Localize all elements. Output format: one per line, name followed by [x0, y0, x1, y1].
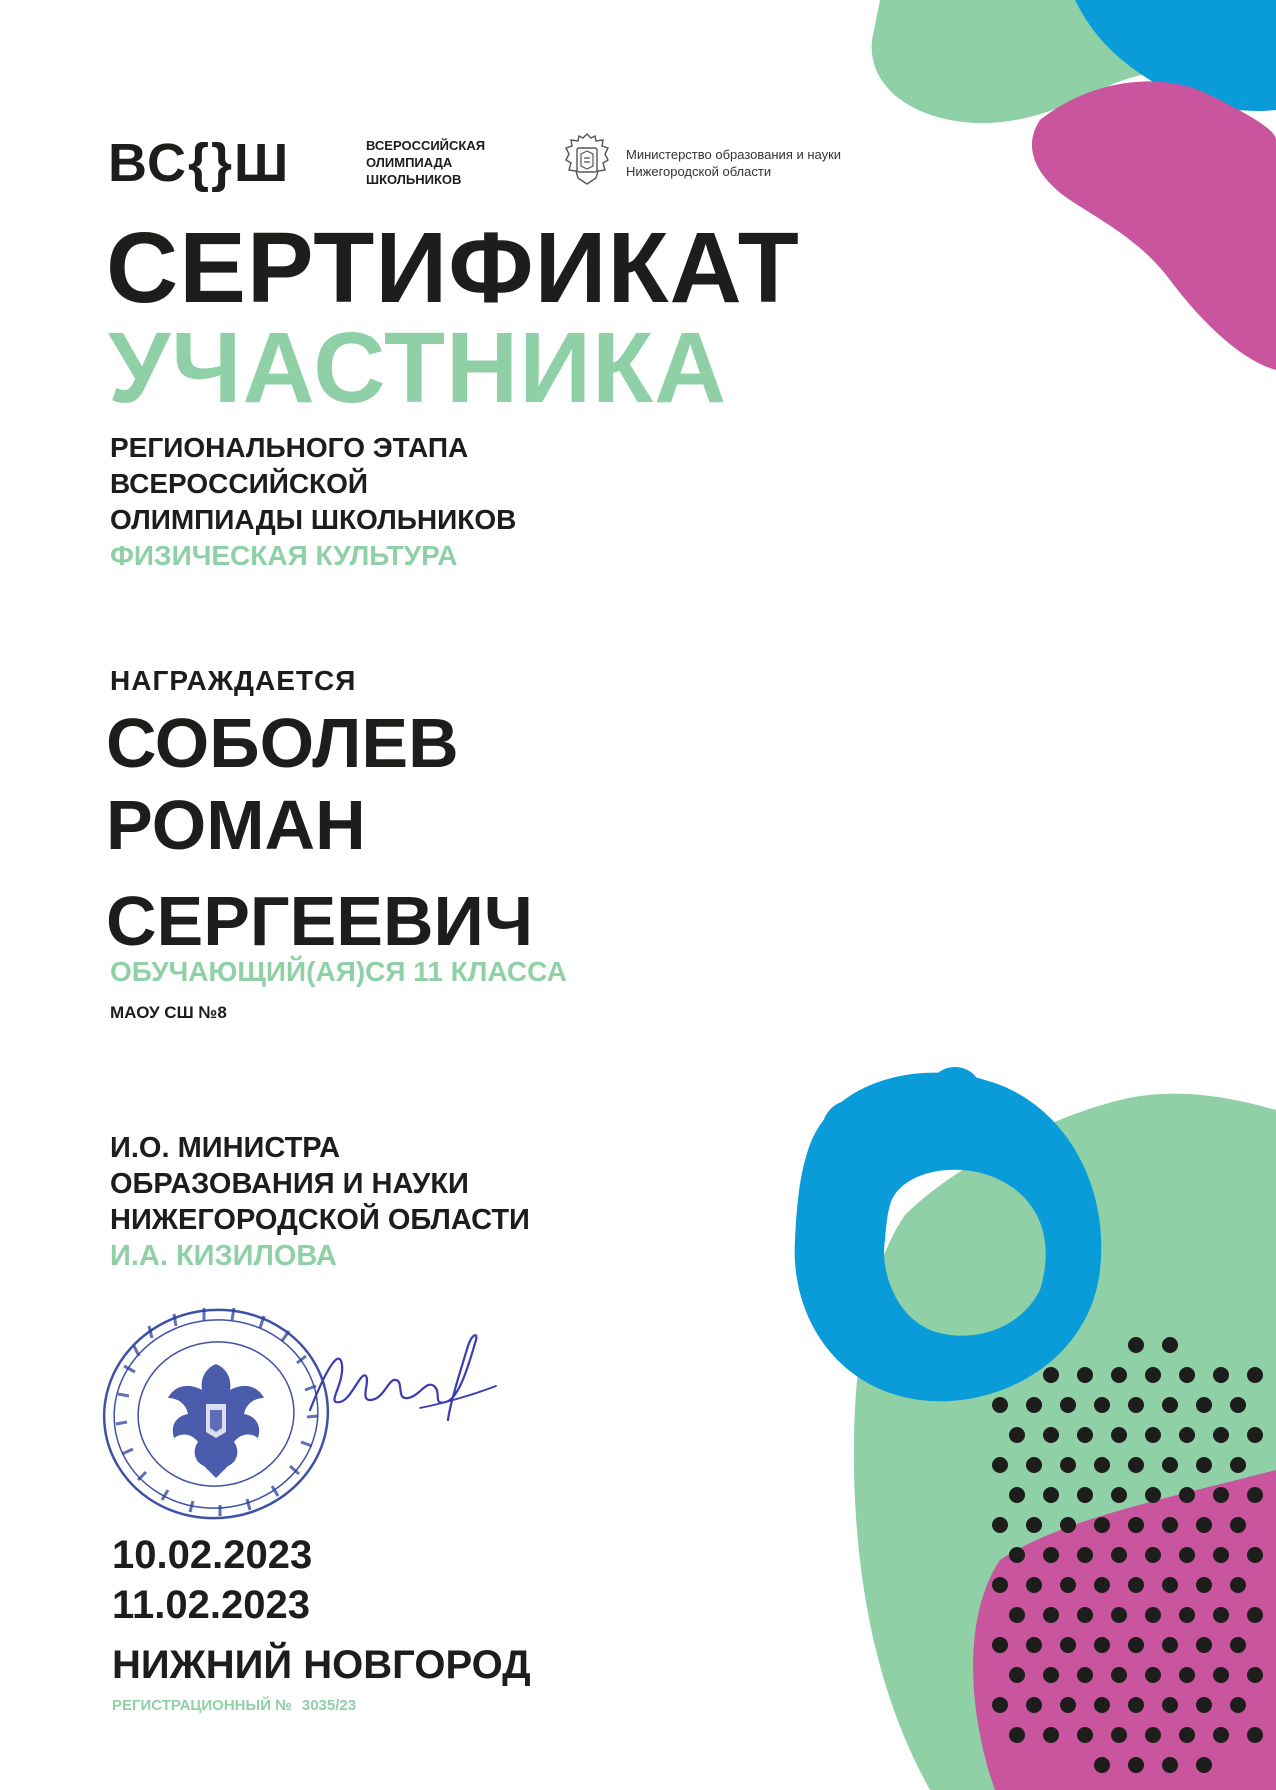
pattern-dot [1094, 1517, 1110, 1533]
pattern-dot [1077, 1487, 1093, 1503]
pattern-dot [1060, 1697, 1076, 1713]
event-date: 11.02.2023 [112, 1583, 310, 1627]
pattern-dot [1111, 1487, 1127, 1503]
pattern-dot [1111, 1427, 1127, 1443]
pattern-dot [1196, 1517, 1212, 1533]
pattern-dot [1094, 1397, 1110, 1413]
pattern-dot [992, 1457, 1008, 1473]
pattern-dot [1128, 1457, 1144, 1473]
awarded-label: НАГРАЖДАЕТСЯ [110, 665, 357, 696]
pattern-dot [1179, 1727, 1195, 1743]
pattern-dot [1009, 1547, 1025, 1563]
pattern-dot [1043, 1487, 1059, 1503]
stage-line: РЕГИОНАЛЬНОГО ЭТАПА [110, 432, 469, 463]
event-city: НИЖНИЙ НОВГОРОД [112, 1643, 531, 1687]
pattern-dot [1230, 1697, 1246, 1713]
recipient-grade: ОБУЧАЮЩИЙ(АЯ)СЯ 11 КЛАССА [110, 956, 567, 987]
pattern-dot [1247, 1547, 1263, 1563]
pattern-dot [1162, 1697, 1178, 1713]
pattern-dot [1213, 1487, 1229, 1503]
signatory-position-line: И.О. МИНИСТРА [110, 1132, 341, 1164]
pattern-dot [1145, 1367, 1161, 1383]
pattern-dot [1026, 1697, 1042, 1713]
recipient-surname: СОБОЛЕВ [106, 704, 459, 782]
pattern-dot [1094, 1577, 1110, 1593]
pattern-dot [1145, 1487, 1161, 1503]
pattern-dot [1230, 1517, 1246, 1533]
pattern-dot [992, 1397, 1008, 1413]
pattern-dot [1196, 1697, 1212, 1713]
pattern-dot [1213, 1667, 1229, 1683]
certificate-title: СЕРТИФИКАТ [106, 212, 800, 324]
blue-dot-right [928, 1067, 982, 1121]
pattern-dot [1179, 1487, 1195, 1503]
pattern-dot [1162, 1457, 1178, 1473]
pattern-dot [1196, 1637, 1212, 1653]
pattern-dot [1162, 1637, 1178, 1653]
pattern-dot [1145, 1727, 1161, 1743]
pattern-dot [1128, 1637, 1144, 1653]
pattern-dot [1026, 1517, 1042, 1533]
vsosh-logo: ВС{}Ш [108, 133, 291, 193]
pattern-dot [1077, 1367, 1093, 1383]
pattern-dot [1179, 1547, 1195, 1563]
event-date: 10.02.2023 [112, 1533, 313, 1577]
pattern-dot [1247, 1427, 1263, 1443]
pattern-dot [1162, 1337, 1178, 1353]
pattern-dot [1196, 1757, 1212, 1773]
pattern-dot [1162, 1577, 1178, 1593]
pattern-dot [1060, 1577, 1076, 1593]
certificate-title-sub: УЧАСТНИКА [108, 312, 728, 424]
pattern-dot [1077, 1607, 1093, 1623]
signatory-position [110, 1130, 750, 1238]
pattern-dot [1094, 1457, 1110, 1473]
pattern-dot [1145, 1547, 1161, 1563]
pattern-dot [1128, 1577, 1144, 1593]
pattern-dot [1026, 1637, 1042, 1653]
pattern-dot [1145, 1427, 1161, 1443]
pattern-dot [1162, 1757, 1178, 1773]
olympiad-stage [110, 430, 750, 538]
ministry-line: Нижегородской области [626, 164, 772, 179]
pattern-dot [1043, 1607, 1059, 1623]
registration-value: 3035/23 [301, 1697, 357, 1714]
pattern-dot [1145, 1667, 1161, 1683]
pattern-dot [1247, 1607, 1263, 1623]
pattern-dot [1043, 1547, 1059, 1563]
pattern-dot [1077, 1547, 1093, 1563]
pattern-dot [1111, 1727, 1127, 1743]
pattern-dot [1043, 1667, 1059, 1683]
top-magenta-blob [1032, 81, 1276, 370]
olympiad-subject: ФИЗИЧЕСКАЯ КУЛЬТУРА [110, 540, 458, 571]
recipient-name [106, 702, 533, 962]
pattern-dot [992, 1577, 1008, 1593]
pattern-dot [992, 1637, 1008, 1653]
recipient-school: МАОУ СШ №8 [110, 1003, 227, 1022]
pattern-dot [1213, 1727, 1229, 1743]
pattern-dot [1247, 1727, 1263, 1743]
blue-dot-left [822, 1100, 882, 1160]
signatory-name: И.А. КИЗИЛОВА [110, 1240, 337, 1272]
pattern-dot [1230, 1397, 1246, 1413]
pattern-dot [1060, 1457, 1076, 1473]
pattern-dot [1213, 1427, 1229, 1443]
pattern-dot [1196, 1577, 1212, 1593]
logo-caption-line: ШКОЛЬНИКОВ [366, 172, 462, 187]
pattern-dot [1128, 1697, 1144, 1713]
pattern-dot [1145, 1607, 1161, 1623]
pattern-dot [1128, 1397, 1144, 1413]
ministry-name [626, 146, 841, 180]
pattern-dot [1009, 1487, 1025, 1503]
pattern-dot [1111, 1547, 1127, 1563]
pattern-dot [1077, 1427, 1093, 1443]
pattern-dot [1026, 1397, 1042, 1413]
pattern-dot [1009, 1607, 1025, 1623]
event-dates [112, 1530, 312, 1630]
pattern-dot [1043, 1427, 1059, 1443]
stage-line: ОЛИМПИАДЫ ШКОЛЬНИКОВ [110, 504, 517, 535]
pattern-dot [1179, 1607, 1195, 1623]
pattern-dot [1009, 1667, 1025, 1683]
pattern-dot [1179, 1367, 1195, 1383]
pattern-dot [1230, 1457, 1246, 1473]
signatory-position-line: НИЖЕГОРОДСКОЙ ОБЛАСТИ [110, 1204, 530, 1236]
pattern-dot [1247, 1367, 1263, 1383]
handwritten-signature-icon [300, 1320, 500, 1440]
recipient-patronymic: СЕРГЕЕВИЧ [106, 882, 534, 960]
pattern-dot [1162, 1397, 1178, 1413]
pattern-dot [1009, 1727, 1025, 1743]
pattern-dot [1128, 1337, 1144, 1353]
pattern-dot [992, 1697, 1008, 1713]
logo-caption-line: ВСЕРОССИЙСКАЯ [366, 138, 486, 153]
pattern-dot [1060, 1397, 1076, 1413]
vsosh-logo-caption [366, 137, 526, 188]
pattern-dot [1111, 1367, 1127, 1383]
pattern-dot [1026, 1457, 1042, 1473]
pattern-dot [1179, 1667, 1195, 1683]
pattern-dot [1094, 1697, 1110, 1713]
pattern-dot [1026, 1577, 1042, 1593]
pattern-dot [1128, 1517, 1144, 1533]
pattern-dot [1077, 1667, 1093, 1683]
pattern-dot [1247, 1487, 1263, 1503]
logo-caption-line: ОЛИМПИАДА [366, 155, 453, 170]
pattern-dot [1043, 1727, 1059, 1743]
pattern-dot [1230, 1637, 1246, 1653]
pattern-dot [1213, 1367, 1229, 1383]
pattern-dot [1111, 1607, 1127, 1623]
pattern-dot [1043, 1367, 1059, 1383]
recipient-first-name: РОМАН [106, 786, 366, 864]
registration-label: РЕГИСТРАЦИОННЫЙ № [112, 1697, 292, 1714]
coat-of-arms-icon [562, 132, 612, 188]
pattern-dot [1247, 1667, 1263, 1683]
pattern-dot [1162, 1517, 1178, 1533]
ministry-line: Министерство образования и науки [626, 147, 842, 162]
signatory-position-line: ОБРАЗОВАНИЯ И НАУКИ [110, 1168, 469, 1200]
pattern-dot [1060, 1637, 1076, 1653]
pattern-dot [1128, 1757, 1144, 1773]
pattern-dot [1196, 1457, 1212, 1473]
pattern-dot [1094, 1757, 1110, 1773]
pattern-dot [1094, 1637, 1110, 1653]
pattern-dot [1009, 1427, 1025, 1443]
pattern-dot [1196, 1397, 1212, 1413]
pattern-dot [1213, 1547, 1229, 1563]
stage-line: ВСЕРОССИЙСКОЙ [110, 468, 369, 499]
pattern-dot [992, 1517, 1008, 1533]
pattern-dot [1077, 1727, 1093, 1743]
pattern-dot [1213, 1607, 1229, 1623]
pattern-dot [1230, 1577, 1246, 1593]
pattern-dot [1111, 1667, 1127, 1683]
registration-number [112, 1696, 366, 1716]
pattern-dot [1179, 1427, 1195, 1443]
pattern-dot [1060, 1517, 1076, 1533]
